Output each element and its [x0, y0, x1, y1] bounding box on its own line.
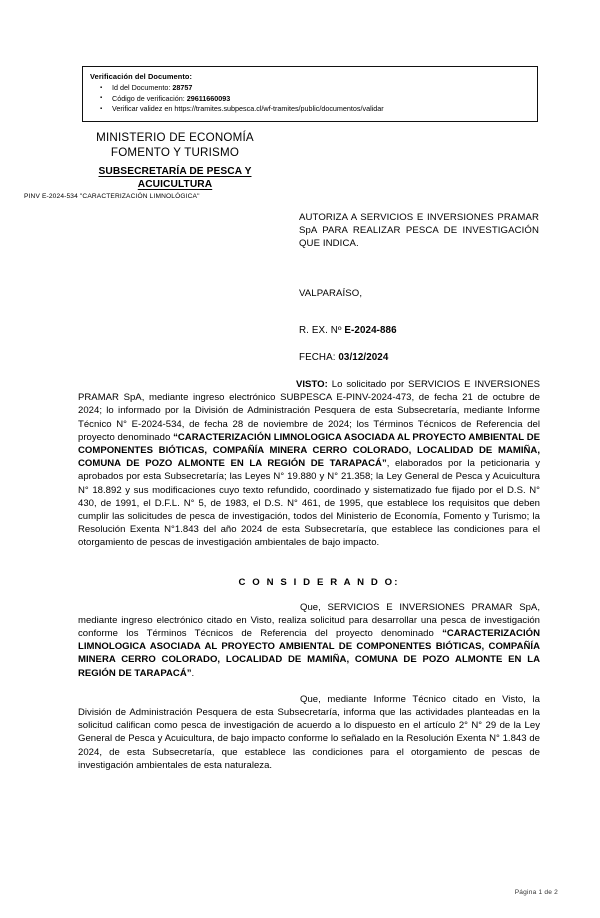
verification-box — [82, 66, 538, 122]
visto-text-part-1: Lo solicitado por SERVICIOS E INVERSIONES PRAMAR SpA, mediante ingreso electrónico SUBPESCA E-PINV-2024-473, de fecha 21 de octubre de 2024; lo informado por la División de Administración Pesquera de esta Subsecretaría, mediante Informe Técnico N° E-2024-534, de fecha 28 de noviembre de 2024; los Términos Técnicos de Referencia del proyecto denominado — [78, 379, 540, 443]
verification-code-value: 29611660093 — [186, 93, 231, 103]
resolution-number-label: R. EX. Nº — [299, 325, 345, 336]
resolution-date-value: 03/12/2024 — [338, 352, 389, 363]
spacer-between-considerandos — [78, 680, 540, 693]
subsecretaria-line-1: SUBSECRETARÍA DE PESCA Y — [98, 166, 252, 177]
subsecretaria-line-2: ACUICULTURA — [137, 179, 213, 190]
spacer-visto-considerando — [78, 550, 540, 563]
document-body — [78, 378, 540, 772]
resolution-number — [299, 325, 397, 336]
verification-list — [90, 83, 530, 115]
verification-title: Verificación del Documento: — [90, 72, 193, 81]
subsecretaria-header — [45, 165, 305, 191]
verification-doc-id-label: Id del Documento: — [112, 83, 173, 92]
visto-paragraph — [78, 378, 540, 550]
page-footer: Página 1 de 2 — [514, 889, 558, 896]
pinv-reference: PINV E-2024-534 "CARACTERIZACIÓN LIMNOLÓGICA" — [24, 193, 200, 200]
verification-item-url — [112, 104, 530, 115]
considerando-1-text-part-2: . — [191, 667, 195, 679]
ministry-line-1: MINISTERIO DE ECONOMÍA — [96, 131, 254, 144]
ministry-line-2: FOMENTO Y TURISMO — [110, 146, 240, 159]
resolution-date-label: FECHA: — [299, 352, 339, 363]
considerando-1-text-part-1: Que, SERVICIOS E INVERSIONES PRAMAR SpA, mediante ingreso electrónico citado en Visto, realiza solicitud para desarrollar una pesca de investigación conforme los Términos Técnicos de Referencia del proyecto denominado — [78, 601, 540, 640]
ministry-header — [45, 130, 305, 160]
verification-doc-id-value: 28757 — [172, 83, 193, 92]
considerando-heading: C O N S I D E R A N D O: — [238, 576, 400, 588]
considerando-paragraph-2 — [78, 693, 540, 772]
verification-item-document-id — [112, 83, 530, 94]
visto-project-title: “CARACTERIZACIÓN LIMNOLOGICA ASOCIADA AL PROYECTO AMBIENTAL DE COMPONENTES BIÓTICAS, COMPAÑÍA MINERA CERRO COLORADO, LOCALIDAD DE MAMIÑA, COMUNA DE POZO ALMONTE EN LA REGIÓN DE TARAPACÁ” — [78, 431, 540, 470]
visto-heading: VISTO: — [296, 379, 328, 390]
verification-code-label: Código de verificación: — [112, 93, 187, 103]
verification-url-label: Verificar validez en — [112, 104, 175, 113]
spacer-considerando-body — [78, 588, 540, 601]
verification-item-code — [112, 94, 530, 105]
subject-block: AUTORIZA A SERVICIOS E INVERSIONES PRAMAR SpA PARA REALIZAR PESCA DE INVESTIGACIÓN QUE INDICA. — [299, 212, 539, 250]
considerando-paragraph-1 — [78, 601, 540, 680]
verification-url-value[interactable]: https://tramites.subpesca.cl/wf-tramites/public/documentos/validar — [174, 104, 384, 113]
place-line: VALPARAÍSO, — [299, 288, 363, 299]
considerando-2-text: Que, mediante Informe Técnico citado en Visto, la División de Administración Pesquera de esta Subsecretaría, informa que las actividades planteadas en la solicitud califican como pesca de investigación de acuerdo a lo dispuesto en el artículo 2° N° 29 de la Ley General de Pesca y Acuicultura, de bajo impacto conforme lo señalado en la Resolución Exenta N° 1.843 de 2024, de esta Subsecretaría, que establece las condiciones para el otorgamiento de pescas de investigación ambientales de esta naturaleza. — [78, 693, 540, 771]
considerando-1-project-title: “CARACTERIZACIÓN LIMNOLOGICA ASOCIADA AL PROYECTO AMBIENTAL DE COMPONENTES BIÓTICAS, COMPAÑÍA MINERA CERRO COLORADO, LOCALIDAD DE MAMIÑA, COMUNA DE POZO ALMONTE EN LA REGIÓN DE TARAPACÁ” — [78, 628, 540, 679]
resolution-number-value: E-2024-886 — [344, 325, 397, 336]
visto-text-part-2: , elaborados por la peticionaria y aprobados por esta Subsecretaría; las Leyes N° 19.880 y N° 21.358; la Ley General de Pesca y Acuicultura N° 18.892 y sus modificaciones cuyo texto refundido, coordinado y sistematizado fue fijado por el D.S. N° 430, de 1991, el D.F.L. N° 5, de 1983, el D.S. N° 461, de 1995, que establece los requisitos que deben cumplir las solicitudes de pesca de investigación, todos del Ministerio de Economía, Fomento y Turismo; la Resolución Exenta N°1.843 del año 2024 de esta Subsecretaría, que establece las condiciones para el otorgamiento de pescas de investigación ambientales de bajo impacto. — [78, 458, 540, 549]
resolution-date — [299, 352, 388, 363]
